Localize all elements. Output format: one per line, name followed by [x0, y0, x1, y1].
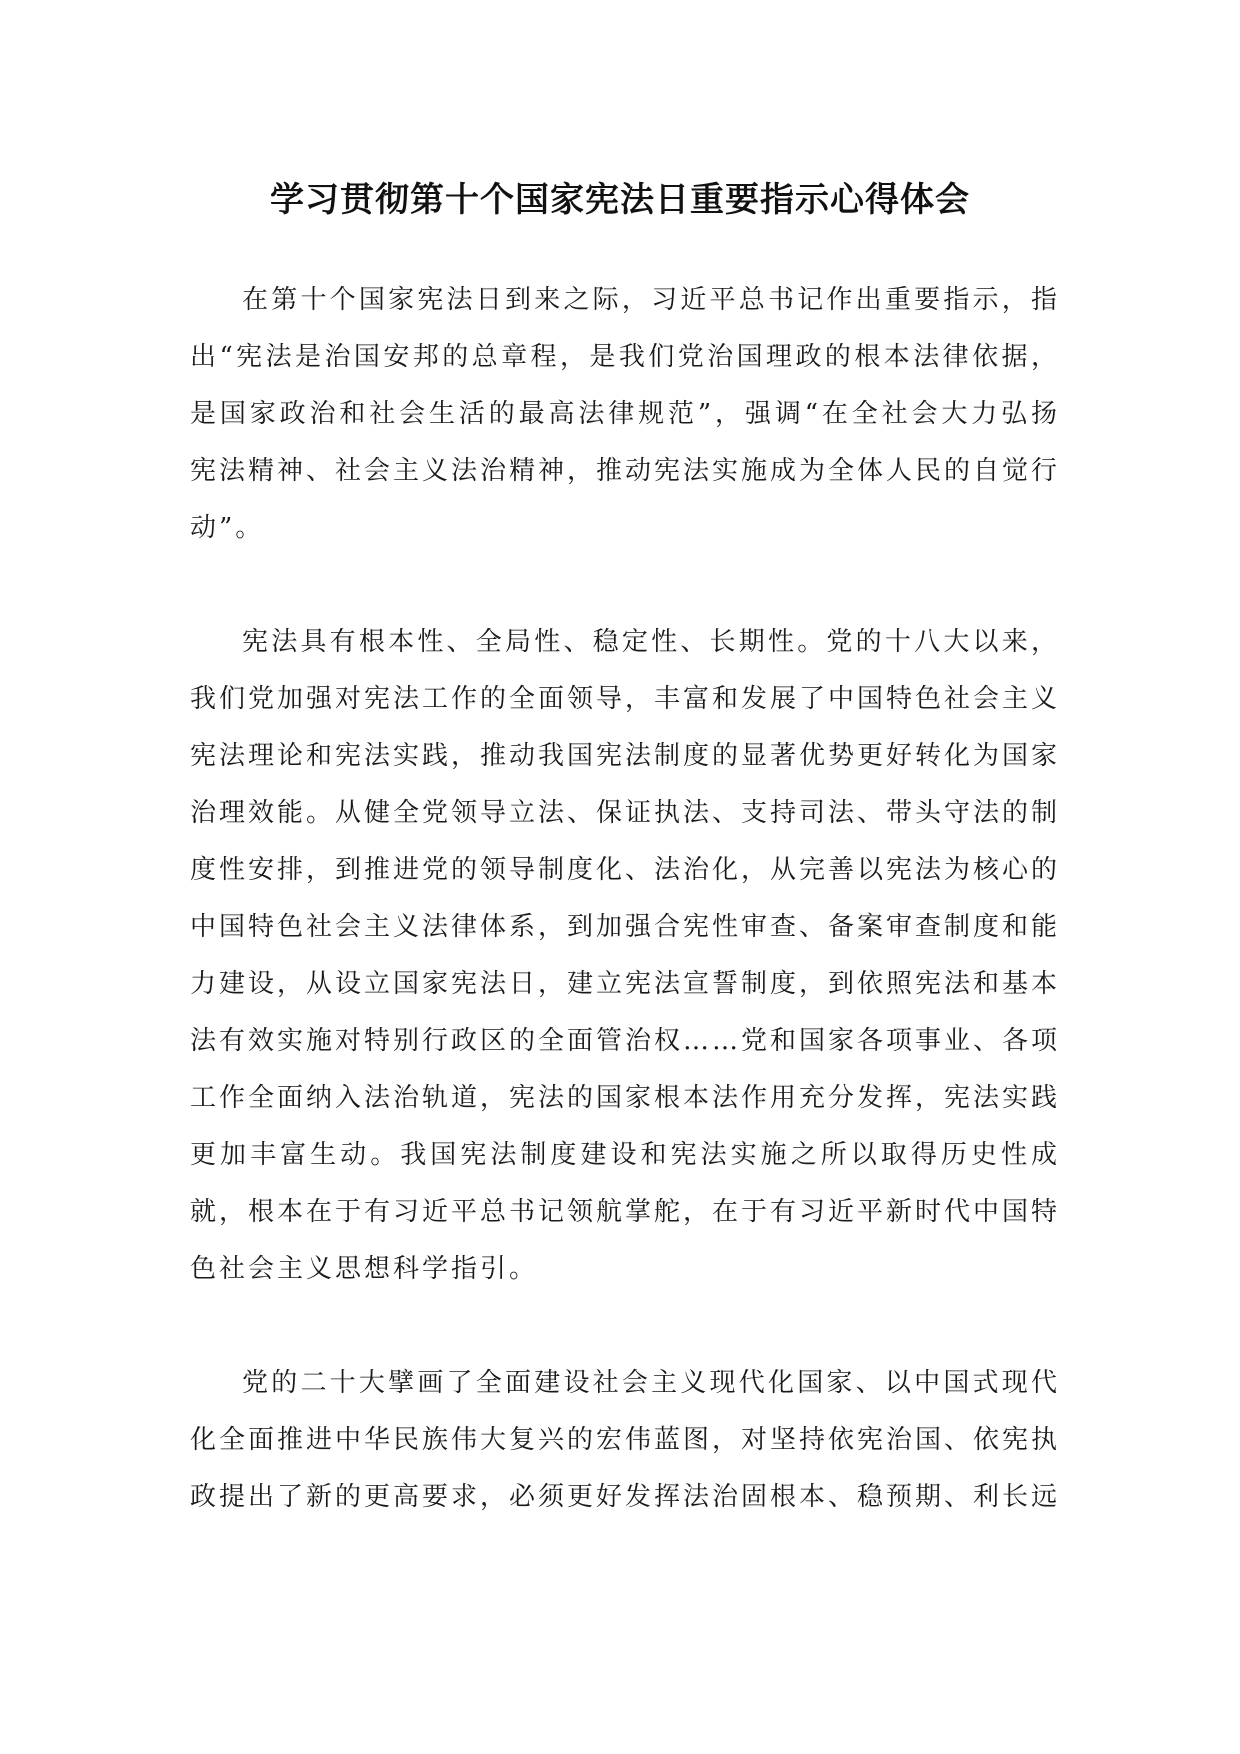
paragraph-2: 宪法具有根本性、全局性、稳定性、长期性。党的十八大以来，我们党加强对宪法工作的全面领导，丰富和发展了中国特色社会主义宪法理论和宪法实践，推动我国宪法制度的显著优势更好转化为国家治理效能。从健全党领导立法、保证执法、支持司法、带头守法的制度性安排，到推进党的领导制度化、法治化，从完善以宪法为核心的中国特色社会主义法律体系，到加强合宪性审查、备案审查制度和能力建设，从设立国家宪法日，建立宪法宣誓制度，到依照宪法和基本法有效实施对特别行政区的全面管治权……党和国家各项事业、各项工作全面纳入法治轨道，宪法的国家根本法作用充分发挥，宪法实践更加丰富生动。我国宪法制度建设和宪法实施之所以取得历史性成就，根本在于有习近平总书记领航掌舵，在于有习近平新时代中国特色社会主义思想科学指引。: [190, 627, 1061, 1284]
paragraph-1: 在第十个国家宪法日到来之际，习近平总书记作出重要指示，指出“宪法是治国安邦的总章程，是我们党治国理政的根本法律依据，是国家政治和社会生活的最高法律规范”，强调“在全社会大力弘扬宪法精神、社会主义法治精神，推动宪法实施成为全体人民的自觉行动”。: [190, 285, 1061, 543]
document-body: [190, 272, 1060, 1583]
paragraph-3: 党的二十大擘画了全面建设社会主义现代化国家、以中国式现代化全面推进中华民族伟大复兴的宏伟蓝图，对坚持依宪治国、依宪执政提出了新的更高要求，必须更好发挥法治固根本、稳预期、利长远: [190, 1368, 1061, 1512]
document-title: 学习贯彻第十个国家宪法日重要指示心得体会: [270, 180, 970, 220]
